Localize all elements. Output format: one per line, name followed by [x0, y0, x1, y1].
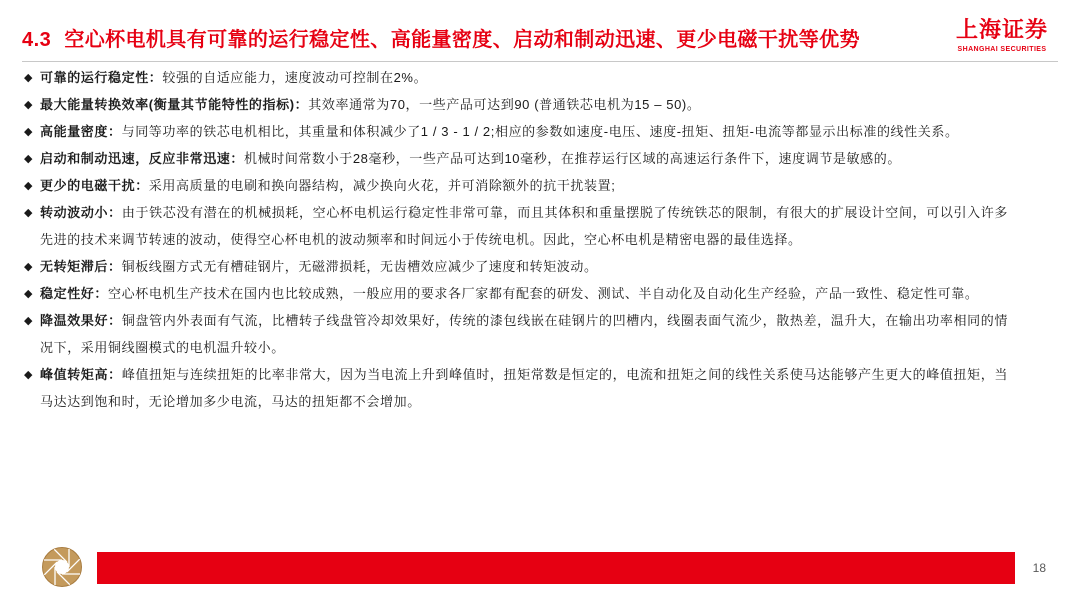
item-label: 无转矩滞后： [40, 259, 122, 274]
diamond-bullet-icon: ◆ [24, 314, 33, 327]
header-divider [22, 61, 1058, 62]
item-text: 较强的自适应能力，速度波动可控制在2%。 [162, 70, 428, 85]
list-item [24, 145, 1008, 172]
list-item [24, 199, 1008, 253]
item-text: 采用高质量的电刷和换向器结构，减少换向火花，并可消除额外的抗干扰装置; [148, 178, 616, 193]
list-item [24, 172, 1008, 199]
diamond-bullet-icon: ◆ [24, 98, 33, 111]
item-label: 峰值转矩高： [40, 367, 122, 382]
slide-title [22, 26, 860, 54]
list-item [24, 118, 1008, 145]
item-text: 由于铁芯没有潜在的机械损耗，空心杯电机运行稳定性非常可靠，而且其体积和重量摆脱了传统铁芯的限制，有很大的扩展设计空间，可以引入许多先进的技术来调节转速的波动，使得空心杯电机的波动频率和时间远小于传统电机。因此，空心杯电机是精密电器的最佳选择。 [40, 205, 1008, 247]
diamond-bullet-icon: ◆ [24, 179, 33, 192]
list-item [24, 253, 1008, 280]
list-item [24, 64, 1008, 91]
item-label: 更少的电磁干扰： [40, 178, 149, 193]
list-item [24, 91, 1008, 118]
logo-name-cn: 上海证券 [955, 17, 1048, 42]
diamond-bullet-icon: ◆ [24, 71, 33, 84]
item-text: 铜板线圈方式无有槽硅钢片，无磁滞损耗，无齿槽效应减少了速度和转矩波动。 [121, 259, 598, 274]
page-number: 18 [1032, 561, 1046, 575]
diamond-bullet-icon: ◆ [24, 206, 33, 219]
item-label: 启动和制动迅速，反应非常迅速： [40, 151, 245, 166]
diamond-bullet-icon: ◆ [24, 152, 33, 165]
item-text: 峰值扭矩与连续扭矩的比率非常大，因为当电流上升到峰值时，扭矩常数是恒定的，电流和扭矩之间的线性关系使马达能够产生更大的峰值扭矩，当马达达到饱和时，无论增加多少电流，马达的扭矩都不会增加。 [40, 367, 1008, 409]
list-item [24, 280, 1008, 307]
item-text: 其效率通常为70，一些产品可达到90 (普通铁芯电机为15 – 50)。 [308, 97, 701, 112]
item-label: 可靠的运行稳定性： [40, 70, 163, 85]
item-text: 机械时间常数小于28毫秒，一些产品可达到10毫秒，在推荐运行区域的高速运行条件下，速度调节是敏感的。 [244, 151, 901, 166]
item-label: 降温效果好： [40, 313, 122, 328]
advantages-list [24, 64, 1008, 415]
diamond-bullet-icon: ◆ [24, 260, 33, 273]
list-item [24, 361, 1008, 415]
section-number: 4.3 [22, 29, 52, 51]
diamond-bullet-icon: ◆ [24, 125, 33, 138]
item-label: 稳定性好： [40, 286, 109, 301]
footer-bar [97, 552, 1015, 584]
logo-name-en: SHANGHAI SECURITIES [957, 46, 1047, 53]
diamond-bullet-icon: ◆ [24, 287, 33, 300]
item-text: 空心杯电机生产技术在国内也比较成熟，一般应用的要求各厂家都有配套的研发、测试、半自动化及自动化生产经验，产品一致性、稳定性可靠。 [108, 286, 979, 301]
diamond-bullet-icon: ◆ [24, 368, 33, 381]
company-logo [952, 17, 1052, 54]
item-label: 高能量密度： [40, 124, 122, 139]
item-label: 最大能量转换效率(衡量其节能特性的指标)： [40, 97, 309, 112]
title-text: 空心杯电机具有可靠的运行稳定性、高能量密度、启动和制动迅速、更少电磁干扰等优势 [64, 29, 860, 51]
item-text: 与同等功率的铁芯电机相比，其重量和体积减少了1 / 3 - 1 / 2;相应的参数如速度-电压、速度-扭矩、扭矩-电流等都显示出标准的线性关系。 [121, 124, 959, 139]
item-label: 转动波动小： [40, 205, 122, 220]
list-item [24, 307, 1008, 361]
item-text: 铜盘管内外表面有气流，比槽转子线盘管冷却效果好，传统的漆包线嵌在硅钢片的凹槽内，线圈表面气流少，散热差，温升大，在输出功率相同的情况下，采用铜线圈模式的电机温升较小。 [40, 313, 1008, 355]
shanghai-securities-emblem-icon [42, 547, 82, 587]
